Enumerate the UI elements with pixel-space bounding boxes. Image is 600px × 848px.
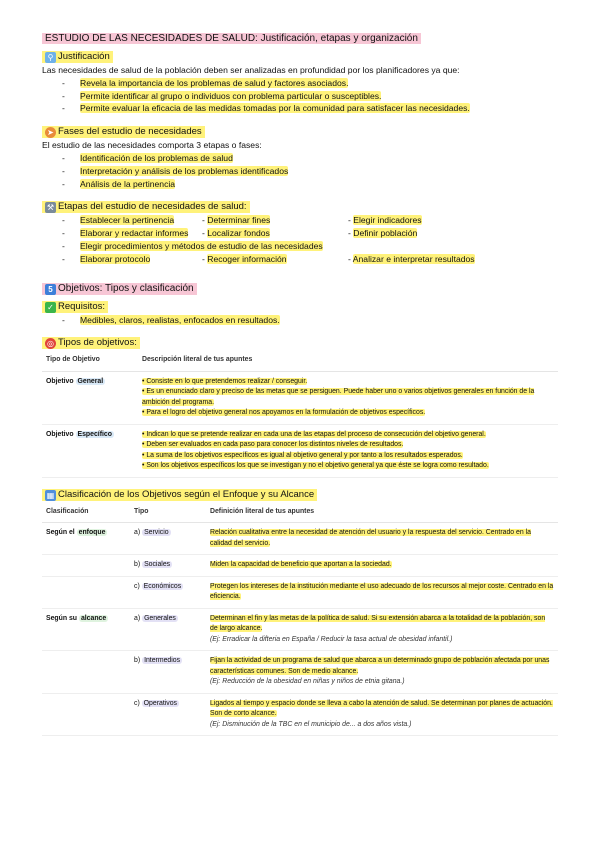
- objetivos-heading-text: Objetivos: Tipos y clasificación: [58, 282, 194, 294]
- column-header: Clasificación: [42, 502, 130, 523]
- document-title: [42, 28, 558, 46]
- etapas-grid: [42, 214, 558, 265]
- clasif-group: [42, 608, 130, 651]
- tipo-letter: b): [134, 657, 141, 665]
- clasif-def: [206, 651, 558, 694]
- description-line: • Deben ser evaluados en cada paso para conocer los distintos niveles de resultados.: [142, 441, 404, 449]
- clasif-group: [42, 555, 130, 577]
- clasif-tipo: [130, 555, 206, 577]
- list-item: [42, 77, 558, 90]
- tipo-name: Económicos: [143, 582, 182, 590]
- fases-heading: [42, 126, 205, 138]
- tools-icon: ⚒: [46, 203, 55, 213]
- etapa-item: [202, 227, 348, 240]
- clasif-table: [42, 502, 558, 737]
- tipo-description: [138, 424, 558, 477]
- description-line: • Es un enunciado claro y preciso de las metas que se persiguen. Puede haber uno o varios objetivos generales en función de la ambición del programa.: [142, 388, 535, 406]
- clasif-group: [42, 693, 130, 736]
- etapa-text: Recoger información: [207, 253, 287, 264]
- clasif-tipo: [130, 608, 206, 651]
- table-header-row: [42, 350, 558, 371]
- list-item-text: Permite identificar al grupo o individuos con problema particular o susceptibles.: [80, 90, 382, 101]
- clasif-group: [42, 576, 130, 608]
- clasif-heading: [42, 489, 317, 501]
- tipo-label-b: Específico: [77, 430, 112, 438]
- magnifier-icon: ⚲: [45, 52, 56, 63]
- clasif-def: [206, 523, 558, 555]
- table-row: [42, 693, 558, 736]
- objetivos-heading: [42, 283, 197, 295]
- clasif-tipo: [130, 523, 206, 555]
- group-a: Según su: [46, 614, 78, 622]
- clasif-tipo: [130, 651, 206, 694]
- etapa-item: [348, 214, 518, 227]
- requisitos-list: [42, 314, 558, 327]
- description-line: • Consiste en lo que pretendemos realizar / conseguir.: [142, 377, 308, 385]
- fases-intro: El estudio de las necesidades comporta 3 etapas o fases:: [42, 140, 262, 151]
- etapa-item: [202, 214, 348, 227]
- etapa-text: Determinar fines: [207, 215, 271, 226]
- compass-icon: ➤: [45, 127, 56, 138]
- etapa-item: [348, 253, 518, 266]
- justificacion-section: [42, 46, 558, 115]
- description-line: • Indican lo que se pretende realizar en cada una de las etapas del proceso de consecución del objetivo general.: [142, 430, 486, 438]
- group-b: enfoque: [78, 529, 106, 537]
- tipo-letter: b): [134, 561, 141, 569]
- clasif-tipo: [130, 693, 206, 736]
- table-row: [42, 651, 558, 694]
- list-item: [42, 178, 558, 191]
- etapa-text: Analizar e interpretar resultados: [352, 253, 475, 264]
- etapa-item: [42, 240, 518, 253]
- etapa-text: Definir población: [353, 228, 418, 239]
- clasif-def: [206, 608, 558, 651]
- tipo-name: Servicio: [144, 529, 169, 537]
- etapa-text: Establecer la pertinencia: [80, 215, 175, 226]
- number-five-icon: 5: [45, 284, 56, 295]
- tipos-heading: [42, 337, 140, 349]
- tipo-letter: a): [134, 529, 141, 537]
- list-item: [42, 165, 558, 178]
- clasif-heading-text: Clasificación de los Objetivos según el Enfoque y su Alcance: [58, 488, 315, 500]
- clasif-tipo: [130, 576, 206, 608]
- definition-text: Relación cualitativa entre la necesidad de atención del usuario y la respuesta del servicio. Centrado en la calidad del servicio.: [210, 529, 531, 547]
- etapa-item: [42, 253, 202, 266]
- example-text: (Ej: Reducción de la obesidad en niñas y niños de etnia gitana.): [210, 678, 405, 686]
- column-header: Definición literal de tus apuntes: [206, 502, 558, 523]
- target-icon: ◎: [45, 338, 56, 349]
- justificacion-intro: Las necesidades de salud de la población deben ser analizadas en profundidad por los planificadores ya que:: [42, 65, 460, 75]
- tipo-letter: c): [134, 582, 140, 590]
- column-header: Tipo de Objetivo: [42, 350, 138, 371]
- table-header-row: [42, 502, 558, 523]
- tipo-label: [42, 424, 138, 477]
- list-item: [42, 152, 558, 165]
- table-row: [42, 608, 558, 651]
- definition-text: Miden la capacidad de beneficio que aportan a la sociedad.: [210, 561, 392, 569]
- etapa-text: Elegir indicadores: [353, 215, 422, 226]
- list-item-text: Análisis de la pertinencia: [80, 178, 176, 189]
- tipo-name: Intermedios: [144, 657, 181, 665]
- tipo-letter: c): [134, 699, 140, 707]
- bar-chart-icon: ▦: [46, 490, 55, 500]
- clasif-group: [42, 523, 130, 555]
- etapa-text: Localizar fondos: [207, 228, 270, 239]
- list-item-text: Permite evaluar la eficacia de las medidas tomadas por la comunidad para satisfacer las necesidades.: [80, 103, 470, 114]
- etapa-item: [42, 214, 202, 227]
- table-row: [42, 576, 558, 608]
- fases-list: [42, 152, 558, 190]
- justificacion-heading-text: Justificación: [58, 51, 110, 62]
- list-item-text: Medibles, claros, realistas, enfocados en resultados.: [80, 314, 280, 325]
- tipo-label: [42, 371, 138, 424]
- etapas-heading: [42, 201, 250, 213]
- tipo-letter: a): [134, 614, 141, 622]
- list-item: [42, 102, 558, 115]
- requisitos-heading: [42, 301, 108, 313]
- list-item-text: Revela la importancia de los problemas de salud y factores asociados.: [80, 77, 349, 88]
- definition-text: Determinan el fin y las metas de la política de salud. Si su extensión abarca a la totalidad de la población, son de largo alcance.: [210, 614, 546, 633]
- clasif-def: [206, 555, 558, 577]
- objetivos-section: [42, 278, 558, 737]
- etapa-text: Elaborar protocolo: [80, 253, 151, 264]
- etapas-heading-text: Etapas del estudio de necesidades de salud:: [58, 201, 247, 213]
- example-text: (Ej: Disminución de la TBC en el municipio de... a dos años vista.): [210, 720, 412, 728]
- table-row: [42, 523, 558, 555]
- group-a: Según el: [46, 529, 75, 537]
- list-item-text: Interpretación y análisis de los problemas identificados: [80, 165, 289, 176]
- column-header: Tipo: [130, 502, 206, 523]
- etapa-item: [202, 253, 348, 266]
- example-text: (Ej: Erradicar la difteria en España / Reducir la tasa actual de obesidad infantil.): [210, 635, 453, 643]
- etapa-item: [348, 227, 518, 240]
- etapas-section: [42, 196, 558, 265]
- table-row: [42, 555, 558, 577]
- clasif-group: [42, 651, 130, 694]
- list-item: [42, 90, 558, 103]
- clasif-def: [206, 693, 558, 736]
- group-b: alcance: [80, 614, 107, 622]
- justificacion-heading: [42, 51, 113, 63]
- tipo-name: Generales: [144, 614, 176, 622]
- fases-heading-text: Fases del estudio de necesidades: [58, 126, 202, 138]
- tipo-name: Operativos: [143, 699, 177, 707]
- description-line: • Son los objetivos específicos los que se investigan y no el objetivo general ya que éste se logra como resultado.: [142, 462, 489, 470]
- definition-text: Fijan la actividad de un programa de salud que abarca a un determinado grupo de población afectada por unas características comunes. Son de medio alcance.: [210, 657, 550, 675]
- table-row: [42, 371, 558, 424]
- definition-text: Protegen los intereses de la institución mediante el uso adecuado de los recursos al mejor coste. Centrado en la eficiencia.: [210, 582, 554, 601]
- fases-section: [42, 121, 558, 190]
- description-line: • Para el logro del objetivo general nos apoyamos en la formulación de objetivos específicos.: [142, 409, 426, 417]
- description-line: • La suma de los objetivos específicos es igual al objetivo general y por tanto a los resultados esperados.: [142, 451, 463, 459]
- list-item: [42, 314, 558, 327]
- definition-text: Ligados al tiempo y espacio donde se lleva a cabo la atención de salud. Se determinan por planes de actuación. Son de corto alcance.: [210, 699, 553, 718]
- table-row: [42, 424, 558, 477]
- etapa-text: Elegir procedimientos y métodos de estudio de las necesidades: [80, 240, 323, 251]
- column-header: Descripción literal de tus apuntes: [138, 350, 558, 371]
- list-item-text: Identificación de los problemas de salud: [80, 152, 233, 163]
- clasif-def: [206, 576, 558, 608]
- title-text: ESTUDIO DE LAS NECESIDADES DE SALUD: Justificación, etapas y organización: [42, 33, 421, 44]
- tipo-label-b: General: [77, 377, 104, 385]
- tipo-name: Sociales: [144, 561, 171, 569]
- tipo-description: [138, 371, 558, 424]
- etapa-text: Elaborar y redactar informes: [80, 228, 189, 239]
- tipo-label-a: Objetivo: [46, 377, 74, 385]
- tipos-heading-text: Tipos de objetivos:: [58, 337, 137, 349]
- justificacion-list: [42, 77, 558, 115]
- tipos-table: [42, 350, 558, 478]
- tipo-label-a: Objetivo: [46, 430, 74, 438]
- check-icon: ✓: [45, 302, 56, 313]
- requisitos-heading-text: Requisitos:: [58, 300, 105, 312]
- etapa-item: [42, 227, 202, 240]
